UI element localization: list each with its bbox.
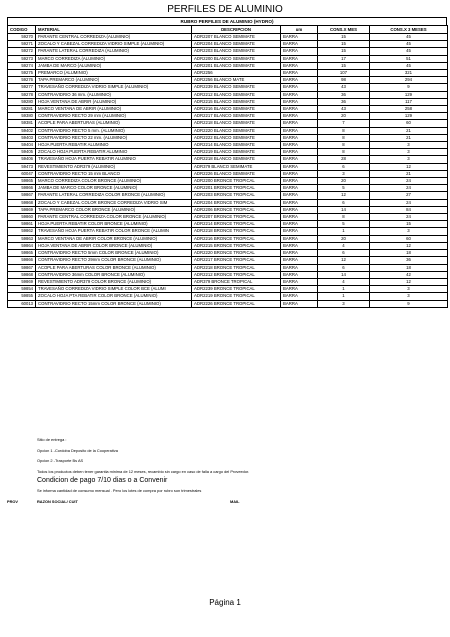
row-code: 59403 bbox=[8, 134, 36, 141]
row-cons-x-mes: 98 bbox=[318, 77, 370, 84]
row-material: CONTRAVIDRIO RECTO 5mm COLOR BRONCE (ALUMINIO) bbox=[36, 250, 192, 257]
row-cons-x-mes: 4 bbox=[318, 278, 370, 285]
row-cons-x-mes: 8 bbox=[318, 134, 370, 141]
row-code: 59863 bbox=[8, 235, 36, 242]
row-um: BARRA bbox=[281, 84, 318, 91]
row-material: PARANTE CENTRAL CORREDIZA (ALUMINIO) bbox=[36, 34, 192, 41]
table-row bbox=[8, 235, 448, 242]
row-description: ADR2207 BLANCO SEMIMATE bbox=[192, 34, 281, 41]
table-row bbox=[8, 214, 448, 221]
row-cons-x-mes: 43 bbox=[318, 84, 370, 91]
row-um: BARRA bbox=[281, 98, 318, 105]
row-code: 59274 bbox=[8, 62, 36, 69]
row-code: 59867 bbox=[8, 264, 36, 271]
row-cons-x-3-meses: 45 bbox=[370, 34, 448, 41]
row-description: ADR2200 BRONCE TROPICAL bbox=[192, 178, 281, 185]
row-description: ADR2212 BLANCO SEMIMATE bbox=[192, 91, 281, 98]
table-row bbox=[8, 300, 448, 307]
row-description: ADR379 BRONCE TROPICAL bbox=[192, 278, 281, 285]
header-cons-x-3-meses: CONS.X 3 MESES bbox=[370, 26, 448, 34]
row-cons-x-3-meses: 294 bbox=[370, 77, 448, 84]
row-description: ADR2218 BLANCO SEMIMATE bbox=[192, 120, 281, 127]
row-cons-x-mes: 36 bbox=[318, 91, 370, 98]
row-cons-x-mes: 6 bbox=[318, 250, 370, 257]
row-material: CONTRAVIDRIO RECTO 15mm COLOR BRONCE (ALUMINIO) bbox=[36, 300, 192, 307]
prov-label: PROV bbox=[7, 499, 19, 504]
row-cons-x-mes: 15 bbox=[318, 41, 370, 48]
row-cons-x-mes: 1 bbox=[318, 228, 370, 235]
table-row bbox=[8, 120, 448, 127]
row-description: ADR2219 BLANCO SEMIMATE bbox=[192, 149, 281, 156]
row-cons-x-3-meses: 12 bbox=[370, 242, 448, 249]
row-um: BARRA bbox=[281, 106, 318, 113]
row-cons-x-mes: 15 bbox=[318, 34, 370, 41]
row-description: ADR2216 BLANCO SEMIMATE bbox=[192, 106, 281, 113]
row-cons-x-3-meses: 45 bbox=[370, 41, 448, 48]
table-row bbox=[8, 70, 448, 77]
row-cons-x-3-meses: 51 bbox=[370, 55, 448, 62]
table-row bbox=[8, 156, 448, 163]
table-row bbox=[8, 41, 448, 48]
row-description: ADR2239 BLANCO SEMIMATE bbox=[192, 84, 281, 91]
table-subtitle: RUBRO PERFILES DE ALUMINIO (HYDRO) bbox=[7, 17, 447, 25]
row-code: 59855 bbox=[8, 293, 36, 300]
table-row bbox=[8, 242, 448, 249]
table-body bbox=[8, 34, 448, 308]
table-row bbox=[8, 206, 448, 213]
table-header-row bbox=[8, 26, 448, 34]
row-cons-x-mes: 8 bbox=[318, 127, 370, 134]
row-cons-x-mes: 107 bbox=[318, 70, 370, 77]
warranty-text: Todos los productos deben tener garantia minima de 12 meses, recambio sin cargo en caso de falla a cargo del Proveedor. bbox=[37, 469, 250, 474]
row-description: ADR2203 BRONCE TROPICAL bbox=[192, 192, 281, 199]
row-code: 59864 bbox=[8, 242, 36, 249]
row-cons-x-mes: 3 bbox=[318, 300, 370, 307]
table-row bbox=[8, 293, 448, 300]
row-material: TRAVESAÑO HOJA PUERTA REBATIR ALUMINIO bbox=[36, 156, 192, 163]
option-1-text: Opcion 1 -Cordoba Deposito de la Cooperativa bbox=[37, 448, 118, 453]
row-cons-x-mes: 36 bbox=[318, 98, 370, 105]
row-code: 59867 bbox=[8, 192, 36, 199]
table-row bbox=[8, 192, 448, 199]
row-description: ADR2256 bbox=[192, 70, 281, 77]
row-description: ADR2204 BRONCE TROPICAL bbox=[192, 199, 281, 206]
row-cons-x-mes: 1 bbox=[318, 293, 370, 300]
row-um: BARRA bbox=[281, 134, 318, 141]
row-cons-x-3-meses: 24 bbox=[370, 185, 448, 192]
materials-table-wrapper bbox=[7, 17, 447, 308]
row-cons-x-mes: 20 bbox=[318, 113, 370, 120]
row-cons-x-3-meses: 258 bbox=[370, 106, 448, 113]
row-um: BARRA bbox=[281, 41, 318, 48]
table-row bbox=[8, 185, 448, 192]
row-cons-x-3-meses: 12 bbox=[370, 163, 448, 170]
row-material: ACOPLE PARA ABERTURAS (ALUMINIO) bbox=[36, 120, 192, 127]
payment-condition-text: Condicion de pago 7/10 dias o a Convenir bbox=[37, 477, 168, 484]
row-material: CONTRAVIDRIO RECTO 5 mm. (ALUMINIO) bbox=[36, 127, 192, 134]
row-um: BARRA bbox=[281, 34, 318, 41]
row-cons-x-3-meses: 24 bbox=[370, 178, 448, 185]
row-code: 59278 bbox=[8, 91, 36, 98]
row-description: ADR2206 BRONCE TROPICAL bbox=[192, 206, 281, 213]
row-code: 59865 bbox=[8, 250, 36, 257]
table-row bbox=[8, 199, 448, 206]
row-um: BARRA bbox=[281, 70, 318, 77]
row-description: ADR2218 BRONCE TROPICAL bbox=[192, 264, 281, 271]
row-cons-x-mes: 12 bbox=[318, 257, 370, 264]
row-material: TAPA PREMARCO COLOR BRONCE (ALUMINIO) bbox=[36, 206, 192, 213]
row-cons-x-3-meses: 84 bbox=[370, 206, 448, 213]
row-description: ADR2201 BRONCE TROPICAL bbox=[192, 185, 281, 192]
row-description: ADR2220 BLANCO SEMIMATE bbox=[192, 127, 281, 134]
row-description: ADR2214 BLANCO SEMIMATE bbox=[192, 142, 281, 149]
row-material: HOJA PUERTA REBATIR ALUMINIO bbox=[36, 142, 192, 149]
row-material: MARCO CORREDIZA COLOR BRONCE (ALUMINIO) bbox=[36, 178, 192, 185]
row-description: ADR2218 BLANCO SEMIMATE bbox=[192, 156, 281, 163]
row-code: 59866 bbox=[8, 185, 36, 192]
header-codigo: CODIGO bbox=[8, 26, 36, 34]
row-description: ADR2219 BRONCE TROPICAL bbox=[192, 293, 281, 300]
row-um: BARRA bbox=[281, 113, 318, 120]
row-code: 59270 bbox=[8, 34, 36, 41]
row-cons-x-mes: 8 bbox=[318, 142, 370, 149]
row-cons-x-mes: 5 bbox=[318, 221, 370, 228]
table-row bbox=[8, 55, 448, 62]
row-material: ZOCALO Y CABEZAL CORREDIZA VIDRIO SIMPLE (ALUMINIO) bbox=[36, 41, 192, 48]
row-code: 59404 bbox=[8, 142, 36, 149]
table-row bbox=[8, 77, 448, 84]
row-cons-x-3-meses: 3 bbox=[370, 286, 448, 293]
row-material: PARANTE CENTRAL CORREDIZA COLOR BRONCE (ALUMINIO) bbox=[36, 214, 192, 221]
table-row bbox=[8, 221, 448, 228]
row-um: BARRA bbox=[281, 156, 318, 163]
row-code: 60047 bbox=[8, 170, 36, 177]
row-code: 59402 bbox=[8, 127, 36, 134]
row-um: BARRA bbox=[281, 142, 318, 149]
row-cons-x-mes: 15 bbox=[318, 62, 370, 69]
row-description: ADR2216 BRONCE TROPICAL bbox=[192, 235, 281, 242]
row-code: 59866 bbox=[8, 257, 36, 264]
table-row bbox=[8, 257, 448, 264]
table-row bbox=[8, 170, 448, 177]
row-um: BARRA bbox=[281, 271, 318, 278]
row-um: BARRA bbox=[281, 192, 318, 199]
header-cons-x-mes: CONS.X MES bbox=[318, 26, 370, 34]
row-um: BARRA bbox=[281, 163, 318, 170]
row-um: BARRA bbox=[281, 278, 318, 285]
row-cons-x-3-meses: 42 bbox=[370, 271, 448, 278]
row-um: BARRA bbox=[281, 235, 318, 242]
row-code: 59868 bbox=[8, 199, 36, 206]
row-code: 59869 bbox=[8, 206, 36, 213]
row-code: 59272 bbox=[8, 48, 36, 55]
row-description: ADR2226 BRONCE TROPICAL bbox=[192, 300, 281, 307]
row-material: CONTRAVIDRIO RECTO 22 mm. (ALUMINIO) bbox=[36, 134, 192, 141]
row-cons-x-3-meses: 117 bbox=[370, 98, 448, 105]
row-description: ADR2212 BRONCE TROPICAL bbox=[192, 271, 281, 278]
razon-social-label: RAZON SOCIAL/ CUIT bbox=[37, 499, 78, 504]
quantity-info-text: Se informa cantidad de consumo mensual . Pero los lotes de compra por rubro son trimestrales bbox=[37, 488, 202, 493]
row-um: BARRA bbox=[281, 55, 318, 62]
row-cons-x-mes: 15 bbox=[318, 48, 370, 55]
table-row bbox=[8, 98, 448, 105]
row-um: BARRA bbox=[281, 120, 318, 127]
row-description: ADR2215 BRONCE TROPICAL bbox=[192, 242, 281, 249]
row-code: 59381 bbox=[8, 120, 36, 127]
row-description: ADR2226 BLANCO SEMIMATE bbox=[192, 170, 281, 177]
row-um: BARRA bbox=[281, 206, 318, 213]
row-code: 59280 bbox=[8, 98, 36, 105]
row-um: BARRA bbox=[281, 48, 318, 55]
row-description: ADR2218 BRONCE TROPICAL bbox=[192, 228, 281, 235]
row-material: TRAVESAÑO CORREDIZA VIDRIO SIMPLE COLOR BCE (ALUMI bbox=[36, 286, 192, 293]
row-cons-x-mes: 5 bbox=[318, 185, 370, 192]
row-um: BARRA bbox=[281, 199, 318, 206]
row-material: JAMBA DE MARCO COLOR BRONCE (ALUMINIO) bbox=[36, 185, 192, 192]
delivery-site-label: Sitio de entrega : bbox=[37, 437, 67, 442]
row-material: REVESTIMIENTO ADR379 (ALUMINIO) bbox=[36, 163, 192, 170]
row-cons-x-3-meses: 21 bbox=[370, 134, 448, 141]
row-um: BARRA bbox=[281, 127, 318, 134]
row-code: 59275 bbox=[8, 70, 36, 77]
row-material: TRAVESAÑO HOJA PUERTA REBATIR COLOR BRONCE (ALUMIN bbox=[36, 228, 192, 235]
row-cons-x-mes: 7 bbox=[318, 120, 370, 127]
row-cons-x-3-meses: 21 bbox=[370, 127, 448, 134]
row-um: BARRA bbox=[281, 62, 318, 69]
row-cons-x-mes: 3 bbox=[318, 170, 370, 177]
table-row bbox=[8, 84, 448, 91]
row-code: 59854 bbox=[8, 286, 36, 293]
row-code: 59861 bbox=[8, 221, 36, 228]
row-code: 59473 bbox=[8, 163, 36, 170]
row-material: HOJA VENTANA DE ABRIR (ALUMINIO) bbox=[36, 98, 192, 105]
row-cons-x-mes: 8 bbox=[318, 214, 370, 221]
row-code: 59273 bbox=[8, 55, 36, 62]
table-row bbox=[8, 113, 448, 120]
table-row bbox=[8, 264, 448, 271]
row-material: JAMBA DE MARCO (ALUMINIO) bbox=[36, 62, 192, 69]
row-code: 59406 bbox=[8, 156, 36, 163]
row-material: MARCO VENTANA DE ABRIR (ALUMINIO) bbox=[36, 106, 192, 113]
row-material: MARCO VENTANA DE ABRIR COLOR BRONCE (ALUMINIO) bbox=[36, 235, 192, 242]
materials-table bbox=[7, 25, 448, 308]
row-um: BARRA bbox=[281, 178, 318, 185]
row-code: 60013 bbox=[8, 300, 36, 307]
row-description: ADR2201 BLANCO SEMIMATE bbox=[192, 62, 281, 69]
row-cons-x-mes: 28 bbox=[318, 156, 370, 163]
page-title: PERFILES DE ALUMINIO bbox=[167, 4, 283, 15]
row-code: 59276 bbox=[8, 77, 36, 84]
row-material: TRAVESAÑO CORREDIZA VIDRIO SIMPLE (ALUMINIO) bbox=[36, 84, 192, 91]
row-cons-x-3-meses: 21 bbox=[370, 170, 448, 177]
row-um: BARRA bbox=[281, 91, 318, 98]
row-description: ADR2217 BRONCE TROPICAL bbox=[192, 257, 281, 264]
row-um: BARRA bbox=[281, 264, 318, 271]
row-description: ADR2256 BLANCO MATE bbox=[192, 77, 281, 84]
row-cons-x-3-meses: 3 bbox=[370, 149, 448, 156]
row-um: BARRA bbox=[281, 250, 318, 257]
row-material: MARCO CORREDIZA (ALUMINIO) bbox=[36, 55, 192, 62]
row-description: ADR2220 BRONCE TROPICAL bbox=[192, 250, 281, 257]
mail-label: MAIL bbox=[230, 499, 240, 504]
row-um: BARRA bbox=[281, 221, 318, 228]
row-cons-x-3-meses: 12 bbox=[370, 278, 448, 285]
row-cons-x-3-meses: 9 bbox=[370, 84, 448, 91]
row-code: 59868 bbox=[8, 271, 36, 278]
page-number: Página 1 bbox=[209, 598, 241, 607]
table-row bbox=[8, 134, 448, 141]
row-cons-x-mes: 20 bbox=[318, 235, 370, 242]
row-um: BARRA bbox=[281, 286, 318, 293]
header-descripcion: DESCRIPCION bbox=[192, 26, 281, 34]
row-code: 59405 bbox=[8, 149, 36, 156]
row-description: ADR2204 BLANCO SEMIMATE bbox=[192, 41, 281, 48]
table-row bbox=[8, 48, 448, 55]
option-2-text: Opcion 2 -Trasporte Bs AS bbox=[37, 458, 84, 463]
row-description: ADR2207 BRONCE TROPICAL bbox=[192, 214, 281, 221]
row-material: ZOCALO Y CABEZAL COLOR BRONCE CORREDIZA VIDRIO SIM bbox=[36, 199, 192, 206]
row-description: ADR2203 BLANCO SEMIMATE bbox=[192, 48, 281, 55]
table-row bbox=[8, 106, 448, 113]
row-code: 59281 bbox=[8, 106, 36, 113]
table-row bbox=[8, 34, 448, 41]
row-code: 59865 bbox=[8, 178, 36, 185]
row-material: CONTRAVIDRIO RECTO 29mm COLOR BRONCE (ALUMINIO) bbox=[36, 257, 192, 264]
table-row bbox=[8, 286, 448, 293]
row-cons-x-3-meses: 129 bbox=[370, 113, 448, 120]
row-cons-x-3-meses: 3 bbox=[370, 228, 448, 235]
row-material: PREMARCO (ALUMINIO) bbox=[36, 70, 192, 77]
row-cons-x-3-meses: 15 bbox=[370, 221, 448, 228]
row-material: TAPA PREMARCO (ALUMINIO) bbox=[36, 77, 192, 84]
row-cons-x-3-meses: 24 bbox=[370, 199, 448, 206]
row-cons-x-3-meses: 321 bbox=[370, 70, 448, 77]
row-cons-x-mes: 8 bbox=[318, 149, 370, 156]
row-cons-x-3-meses: 24 bbox=[370, 214, 448, 221]
row-code: 59271 bbox=[8, 41, 36, 48]
row-code: 59862 bbox=[8, 228, 36, 235]
row-cons-x-3-meses: 36 bbox=[370, 257, 448, 264]
table-row bbox=[8, 91, 448, 98]
row-um: BARRA bbox=[281, 293, 318, 300]
row-cons-x-3-meses: 3 bbox=[370, 156, 448, 163]
row-cons-x-3-meses: 45 bbox=[370, 62, 448, 69]
table-row bbox=[8, 163, 448, 170]
row-description: ADR379 BLANCO SEMIMATE bbox=[192, 163, 281, 170]
row-material: REVESTIMIENTO ADR379 COLOR BRONCE (ALUMINIO) bbox=[36, 278, 192, 285]
row-cons-x-mes: 43 bbox=[318, 106, 370, 113]
row-material: HOJA PUERTA REBATIR COLOR BRONCE (ALUMINIO) bbox=[36, 221, 192, 228]
row-code: 59380 bbox=[8, 113, 36, 120]
table-row bbox=[8, 62, 448, 69]
row-description: ADR2222 BLANCO SEMIMATE bbox=[192, 134, 281, 141]
row-cons-x-3-meses: 27 bbox=[370, 192, 448, 199]
row-cons-x-3-meses: 3 bbox=[370, 142, 448, 149]
row-cons-x-3-meses: 129 bbox=[370, 91, 448, 98]
row-cons-x-mes: 6 bbox=[318, 199, 370, 206]
row-um: BARRA bbox=[281, 300, 318, 307]
row-material: HOJA VENTANA DE ABRIR COLOR BRONCE (ALUMINIO) bbox=[36, 242, 192, 249]
row-cons-x-3-meses: 18 bbox=[370, 264, 448, 271]
row-um: BARRA bbox=[281, 214, 318, 221]
row-cons-x-3-meses: 60 bbox=[370, 235, 448, 242]
row-um: BARRA bbox=[281, 228, 318, 235]
row-um: BARRA bbox=[281, 242, 318, 249]
row-material: CONTRAVIDRIO RECTO 15 mm BLANCO bbox=[36, 170, 192, 177]
row-um: BARRA bbox=[281, 170, 318, 177]
row-description: ADR2217 BLANCO SEMIMATE bbox=[192, 113, 281, 120]
row-code: 59277 bbox=[8, 84, 36, 91]
row-cons-x-3-meses: 45 bbox=[370, 48, 448, 55]
row-description: ADR2215 BLANCO SEMIMATE bbox=[192, 98, 281, 105]
table-row bbox=[8, 228, 448, 235]
table-row bbox=[8, 142, 448, 149]
row-um: BARRA bbox=[281, 77, 318, 84]
row-cons-x-mes: 12 bbox=[318, 192, 370, 199]
header-um: um bbox=[281, 26, 318, 34]
table-row bbox=[8, 127, 448, 134]
row-description: ADR2200 BLANCO SEMIMATE bbox=[192, 55, 281, 62]
row-material: CONTRAVIDRIO RECTO 29 mm (ALUMINIO) bbox=[36, 113, 192, 120]
row-material: PARANTE LATERAL CORREDIZA (ALUMINIO) bbox=[36, 48, 192, 55]
row-material: CONTRAVIDRIO 36 mm. (ALUMINIO) bbox=[36, 91, 192, 98]
row-cons-x-mes: 6 bbox=[318, 163, 370, 170]
row-um: BARRA bbox=[281, 149, 318, 156]
row-material: CONTRAVIDRIO 36mm COLOR BRONCE (ALUMINIO) bbox=[36, 271, 192, 278]
row-code: 59860 bbox=[8, 214, 36, 221]
row-description: ADR2239 BRONCE TROPICAL bbox=[192, 286, 281, 293]
table-row bbox=[8, 178, 448, 185]
row-code: 59869 bbox=[8, 278, 36, 285]
table-row bbox=[8, 278, 448, 285]
row-cons-x-mes: 14 bbox=[318, 206, 370, 213]
row-material: PARANTE LATERAL CORREDIZA COLOR BRONCE (ALUMINIO) bbox=[36, 192, 192, 199]
table-row bbox=[8, 271, 448, 278]
row-description: ADR2214 BRONCE TROPICAL bbox=[192, 221, 281, 228]
row-cons-x-3-meses: 3 bbox=[370, 293, 448, 300]
row-material: ZOCALO HOJA PUERTA REBATIR ALUMINIO bbox=[36, 149, 192, 156]
table-row bbox=[8, 149, 448, 156]
row-cons-x-3-meses: 18 bbox=[370, 250, 448, 257]
row-cons-x-3-meses: 60 bbox=[370, 120, 448, 127]
row-cons-x-mes: 1 bbox=[318, 286, 370, 293]
row-cons-x-mes: 4 bbox=[318, 242, 370, 249]
row-um: BARRA bbox=[281, 257, 318, 264]
row-um: BARRA bbox=[281, 185, 318, 192]
row-cons-x-3-meses: 9 bbox=[370, 300, 448, 307]
header-material: MATERIAL bbox=[36, 26, 192, 34]
row-material: ACOPLE PARA ABERTURAS COLOR BRONCE (ALUMINIO) bbox=[36, 264, 192, 271]
table-row bbox=[8, 250, 448, 257]
row-cons-x-mes: 20 bbox=[318, 178, 370, 185]
row-cons-x-mes: 6 bbox=[318, 264, 370, 271]
row-cons-x-mes: 14 bbox=[318, 271, 370, 278]
row-cons-x-mes: 17 bbox=[318, 55, 370, 62]
row-material: ZOCALO HOJA PTA REBATIR COLOR BRONCE (ALUMINIO) bbox=[36, 293, 192, 300]
